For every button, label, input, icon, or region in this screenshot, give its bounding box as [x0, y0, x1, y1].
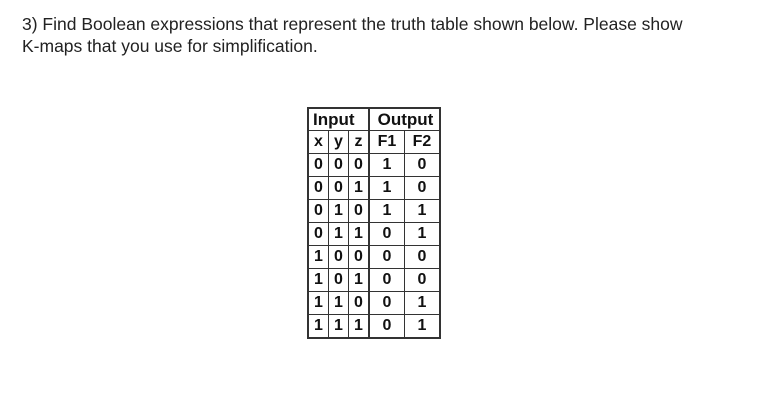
cell-x: 0 — [309, 154, 329, 177]
cell-f1: 0 — [369, 246, 405, 269]
cell-f2: 0 — [405, 177, 440, 200]
cell-y: 1 — [329, 200, 349, 223]
cell-z: 1 — [349, 223, 370, 246]
cell-f1: 0 — [369, 269, 405, 292]
truth-table — [308, 108, 440, 338]
cell-z: 1 — [349, 315, 370, 338]
cell-x: 1 — [309, 292, 329, 315]
cell-y: 0 — [329, 269, 349, 292]
group-header-row — [309, 109, 440, 131]
cell-f2: 0 — [405, 269, 440, 292]
table-row — [309, 177, 440, 200]
column-header-x: x — [309, 131, 329, 154]
question-line-1: 3) Find Boolean expressions that represent the truth table shown below. Please show — [22, 14, 683, 34]
column-header-f2: F2 — [405, 131, 440, 154]
cell-y: 1 — [329, 292, 349, 315]
cell-f1: 1 — [369, 154, 405, 177]
table-row — [309, 246, 440, 269]
cell-z: 0 — [349, 246, 370, 269]
cell-f2: 0 — [405, 246, 440, 269]
cell-x: 1 — [309, 246, 329, 269]
table-row — [309, 292, 440, 315]
column-header-y: y — [329, 131, 349, 154]
cell-y: 1 — [329, 223, 349, 246]
cell-f1: 0 — [369, 315, 405, 338]
column-header-row — [309, 131, 440, 154]
table-row — [309, 315, 440, 338]
cell-z: 0 — [349, 292, 370, 315]
table-row — [309, 200, 440, 223]
question-text — [22, 13, 762, 57]
cell-x: 0 — [309, 200, 329, 223]
cell-z: 1 — [349, 269, 370, 292]
cell-f1: 1 — [369, 177, 405, 200]
cell-y: 0 — [329, 177, 349, 200]
cell-f1: 1 — [369, 200, 405, 223]
table-row — [309, 154, 440, 177]
cell-x: 0 — [309, 177, 329, 200]
table-row — [309, 269, 440, 292]
cell-z: 0 — [349, 200, 370, 223]
cell-y: 0 — [329, 246, 349, 269]
cell-z: 1 — [349, 177, 370, 200]
cell-f2: 1 — [405, 200, 440, 223]
cell-f2: 1 — [405, 292, 440, 315]
cell-f1: 0 — [369, 292, 405, 315]
table-row — [309, 223, 440, 246]
cell-f2: 1 — [405, 223, 440, 246]
column-header-z: z — [349, 131, 370, 154]
cell-x: 1 — [309, 269, 329, 292]
cell-f2: 0 — [405, 154, 440, 177]
cell-x: 1 — [309, 315, 329, 338]
cell-f1: 0 — [369, 223, 405, 246]
output-group-header: Output — [369, 109, 440, 131]
question-line-2: K-maps that you use for simplification. — [22, 36, 318, 56]
input-group-header: Input — [309, 109, 370, 131]
column-header-f1: F1 — [369, 131, 405, 154]
cell-f2: 1 — [405, 315, 440, 338]
cell-z: 0 — [349, 154, 370, 177]
cell-x: 0 — [309, 223, 329, 246]
cell-y: 1 — [329, 315, 349, 338]
cell-y: 0 — [329, 154, 349, 177]
